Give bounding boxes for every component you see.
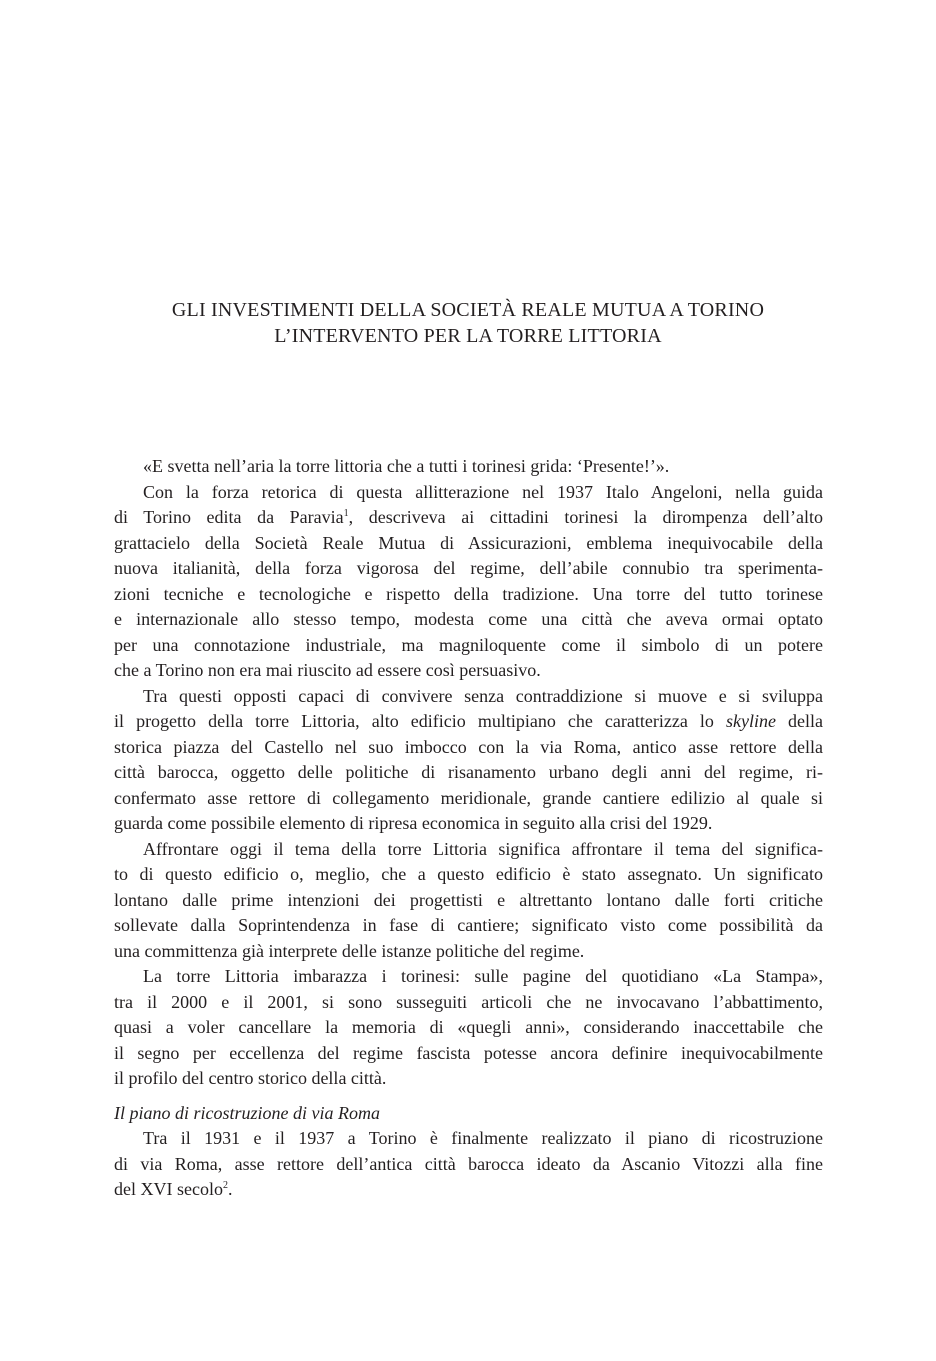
text-line: guarda come possibile elemento di ripresa economica in seguito alla crisi del 1929. bbox=[114, 813, 713, 833]
text-fragment: , descriveva ai cittadini torinesi la dirompenza dell’alto bbox=[348, 507, 823, 527]
text-line: e internazionale allo stesso tempo, modesta come una città che aveva ormai optato bbox=[114, 609, 823, 629]
paragraph-6 bbox=[114, 1126, 823, 1203]
text-fragment: della bbox=[788, 711, 823, 731]
footnote-ref-2[interactable]: 2 bbox=[222, 1180, 228, 1191]
paragraph-3 bbox=[114, 684, 823, 837]
text-line: sollevate dalla Soprintendenza in fase di cantiere; significato visto come possibilità da bbox=[114, 915, 823, 935]
text-line bbox=[114, 505, 823, 531]
text-line: Tra il 1931 e il 1937 a Torino è finalmente realizzato il piano di ricostruzione bbox=[143, 1128, 823, 1148]
text-line: tra il 2000 e il 2001, si sono susseguiti articoli che ne invocavano l’abbattimento, bbox=[114, 991, 823, 1012]
text-line: di via Roma, asse rettore dell’antica città barocca ideato da Ascanio Vitozzi alla fine bbox=[114, 1153, 823, 1174]
text-fragment: del XVI secolo bbox=[114, 1179, 223, 1199]
text-fragment: il progetto della torre Littoria, alto edificio multipiano che caratterizza lo bbox=[114, 711, 714, 731]
text-line: quasi a voler cancellare la memoria di «quegli anni», considerando inaccettabile che bbox=[114, 1017, 823, 1037]
text-line: il segno per eccellenza del regime fascista potesse ancora definire inequivocabilmente bbox=[114, 1042, 823, 1063]
text-line: storica piazza del Castello nel suo imbocco con la via Roma, antico asse rettore della bbox=[114, 736, 823, 757]
text-line: La torre Littoria imbarazza i torinesi: sulle pagine del quotidiano «La Stampa», bbox=[143, 966, 823, 986]
text-line: «E svetta nell’aria la torre littoria che a tutti i torinesi grida: ‘Presente!’». bbox=[143, 456, 670, 476]
text-line: to di questo edificio o, meglio, che a questo edificio è stato assegnato. Un significato bbox=[114, 864, 823, 884]
text-fragment: . bbox=[227, 1179, 233, 1199]
chapter-title-line-2: L’INTERVENTO PER LA TORRE LITTORIA bbox=[274, 325, 662, 347]
text-line: nuova italianità, della forza vigorosa del regime, dell’abile connubio tra sperimenta- bbox=[114, 558, 823, 578]
body-text bbox=[114, 454, 823, 1203]
paragraph-4 bbox=[114, 837, 823, 965]
text-line: che a Torino non era mai riuscito ad essere così persuasivo. bbox=[114, 660, 541, 680]
footnote-ref-1[interactable]: 1 bbox=[343, 508, 349, 519]
text-line: grattacielo della Società Reale Mutua di Assicurazioni, emblema inequivocabile della bbox=[114, 532, 823, 553]
section-heading: Il piano di ricostruzione di via Roma bbox=[114, 1102, 380, 1123]
text-line: zioni tecniche e tecnologiche e rispetto della tradizione. Una torre del tutto torinese bbox=[114, 583, 823, 604]
text-line: confermato asse rettore di collegamento meridionale, grande cantiere edilizio al quale si bbox=[114, 787, 823, 808]
emphasis-term: skyline bbox=[725, 711, 776, 731]
paragraph-2 bbox=[114, 480, 823, 684]
chapter-title-line-1: GLI INVESTIMENTI DELLA SOCIETÀ REALE MUTUA A TORINO bbox=[171, 299, 765, 321]
paragraph-5 bbox=[114, 964, 823, 1092]
text-line: Tra questi opposti capaci di convivere senza contraddizione si muove e si sviluppa bbox=[143, 685, 823, 706]
text-fragment: di Torino edita da Paravia bbox=[114, 507, 344, 527]
text-line: una committenza già interprete delle istanze politiche del regime. bbox=[114, 940, 585, 961]
text-line: per una connotazione industriale, ma magniloquente come il simbolo di un potere bbox=[114, 634, 823, 655]
text-line: lontano dalle prime intenzioni dei progettisti e altrettanto lontano dalle forti critiche bbox=[114, 889, 823, 910]
text-line: Affrontare oggi il tema della torre Littoria significa affrontare il tema del significa- bbox=[143, 838, 823, 859]
chapter-title bbox=[100, 297, 836, 349]
text-line: città barocca, oggetto delle politiche di risanamento urbano degli anni del regime, ri- bbox=[114, 762, 823, 782]
text-line: il profilo del centro storico della città. bbox=[114, 1068, 387, 1088]
paragraph-1 bbox=[114, 454, 823, 480]
text-line bbox=[114, 1177, 823, 1203]
text-line: Con la forza retorica di questa allitterazione nel 1937 Italo Angeloni, nella guida bbox=[143, 481, 823, 502]
text-line bbox=[114, 709, 823, 735]
